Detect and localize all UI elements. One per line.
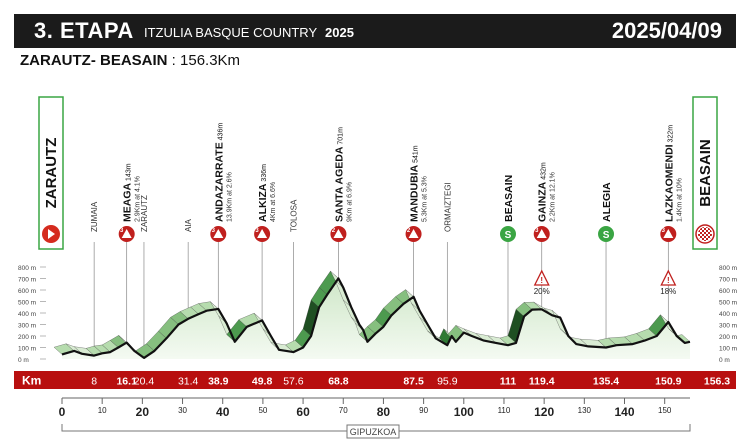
km-mark: 57.6 [283, 375, 304, 388]
km-label: Km [22, 373, 42, 388]
x-tick-label: 10 [97, 406, 107, 415]
warning-icon-mark: ! [540, 276, 544, 285]
climb-altitude: 701m [337, 127, 345, 147]
x-tick-label: 30 [178, 406, 187, 415]
climb-name: MEAGA 143m [121, 163, 134, 222]
climb-name: ALEGIA [601, 182, 614, 222]
x-tick-label: 110 [497, 406, 511, 415]
town-label: ORMAIZTEGI [443, 182, 453, 232]
climb-detail: 5.3Km at 5.3% [421, 176, 429, 222]
climb-category: 3 [211, 228, 215, 234]
climb-category: 3 [255, 228, 259, 234]
x-tick-label: 70 [338, 406, 348, 415]
race-date: 2025/04/09 [611, 18, 722, 43]
km-mark: 38.9 [208, 375, 229, 388]
climb-name: BEASAIN [502, 174, 515, 222]
climb-name: MANDUBIA 541m [408, 145, 421, 222]
km-mark: 16.1 [116, 375, 137, 388]
x-tick-label: 40 [216, 405, 230, 419]
finish-checker-icon [698, 227, 712, 241]
route-distance: : 156.3Km [171, 52, 241, 69]
km-mark: 31.4 [177, 375, 199, 388]
x-tick-label: 150 [658, 406, 672, 415]
stage-number: 3. ETAPA [34, 18, 134, 43]
x-tick-label: 20 [135, 405, 150, 419]
altitude-tick-label-right: 0 m [719, 357, 730, 364]
climb-name: SANTA AGEDA 701m [333, 127, 346, 222]
finish-town-label: BEASAIN [697, 139, 714, 207]
altitude-tick-label-left: 500 m [18, 299, 37, 307]
altitude-tick-label-right: 600 m [719, 288, 738, 295]
race-name: ITZULIA BASQUE COUNTRY [144, 25, 318, 40]
climb-altitude: 322m [667, 124, 675, 145]
altitude-tick-label-left: 0 m [18, 357, 29, 364]
climb-altitude: 336m [261, 164, 269, 184]
altitude-tick-label-right: 700 m [719, 276, 738, 284]
altitude-tick-label-right: 400 m [719, 311, 738, 318]
altitude-tick-label-left: 100 m [18, 345, 37, 353]
altitude-tick-label-right: 500 m [719, 299, 738, 307]
climb-category: 3 [120, 228, 124, 234]
town-label: ZARAUTZ [139, 195, 149, 232]
altitude-tick-label-right: 800 m [719, 265, 738, 272]
route-towns: ZARAUTZ- BEASAIN [20, 52, 168, 69]
x-tick-label: 0 [58, 405, 66, 419]
province-label: GIPUZKOA [349, 427, 397, 437]
km-mark: 150.9 [655, 375, 682, 388]
altitude-tick-label-right: 200 m [719, 334, 738, 341]
altitude-tick-label-left: 800 m [18, 265, 37, 272]
race-year: 2025 [325, 25, 354, 40]
altitude-tick-label-right: 100 m [719, 345, 738, 353]
km-mark: 49.8 [251, 375, 273, 388]
km-mark: 119.4 [528, 375, 555, 388]
warning-gradient: 18% [660, 287, 677, 296]
x-tick-label: 100 [453, 405, 474, 419]
climb-category: 2 [331, 228, 336, 234]
climb-detail: 4Km at 6.6% [270, 181, 278, 222]
x-tick-label: 140 [614, 405, 635, 419]
climb-name: ANDAZARRATE 436m [213, 122, 226, 222]
town-label: ZUMAIA [90, 201, 100, 232]
climb-name: ALKIZA 336m [257, 164, 270, 222]
start-town-label: ZARAUTZ [43, 137, 60, 209]
altitude-tick-label-left: 300 m [18, 322, 37, 330]
climb-name: LAZKAOMENDI 322m [663, 124, 676, 222]
altitude-tick-label-left: 700 m [18, 276, 37, 284]
climb-category: 3 [661, 228, 665, 234]
km-mark: 87.5 [403, 375, 424, 388]
altitude-tick-label-right: 300 m [719, 322, 738, 330]
climb-category: 3 [535, 228, 539, 234]
x-tick-label: 130 [577, 406, 592, 415]
altitude-tick-label-left: 400 m [18, 311, 37, 318]
x-tick-label: 90 [419, 406, 429, 415]
warning-gradient: 20% [533, 287, 550, 296]
x-tick-label: 50 [258, 406, 268, 415]
x-tick-label: 60 [296, 405, 310, 419]
km-mark: 8 [91, 375, 98, 388]
climb-detail: 9Km at 6.9% [346, 181, 354, 222]
climb-detail: 13.9Km at 2.6% [226, 172, 234, 222]
altitude-tick-label-left: 200 m [18, 334, 37, 341]
climb-detail: 1.4Km at 10% [676, 178, 684, 222]
climb-name: GAINZA 432m [536, 162, 549, 222]
x-tick-label: 80 [376, 405, 391, 419]
km-mark: 95.9 [437, 375, 458, 388]
x-tick-label: 120 [534, 405, 555, 419]
km-mark: 156.3 [703, 375, 731, 388]
town-label: AIA [184, 219, 194, 232]
climb-altitude: 541m [412, 145, 420, 165]
town-label: TOLOSA [289, 199, 299, 232]
km-mark: 20.4 [133, 375, 155, 388]
km-mark: 68.8 [328, 375, 349, 388]
climb-category: 2 [406, 228, 411, 234]
altitude-tick-label-left: 600 m [18, 288, 37, 295]
warning-icon-mark: ! [666, 276, 670, 285]
km-mark: 111 [499, 375, 517, 388]
climb-altitude: 432m [540, 162, 548, 182]
sprint-icon-letter: S [504, 230, 512, 241]
km-mark: 135.4 [592, 375, 620, 388]
climb-detail: 2.9Km at 4.1% [134, 176, 142, 222]
climb-altitude: 436m [217, 122, 225, 143]
climb-detail: 2.2Km at 12.1% [549, 172, 557, 222]
sprint-icon-letter: S [602, 230, 610, 241]
climb-altitude: 143m [125, 163, 133, 183]
